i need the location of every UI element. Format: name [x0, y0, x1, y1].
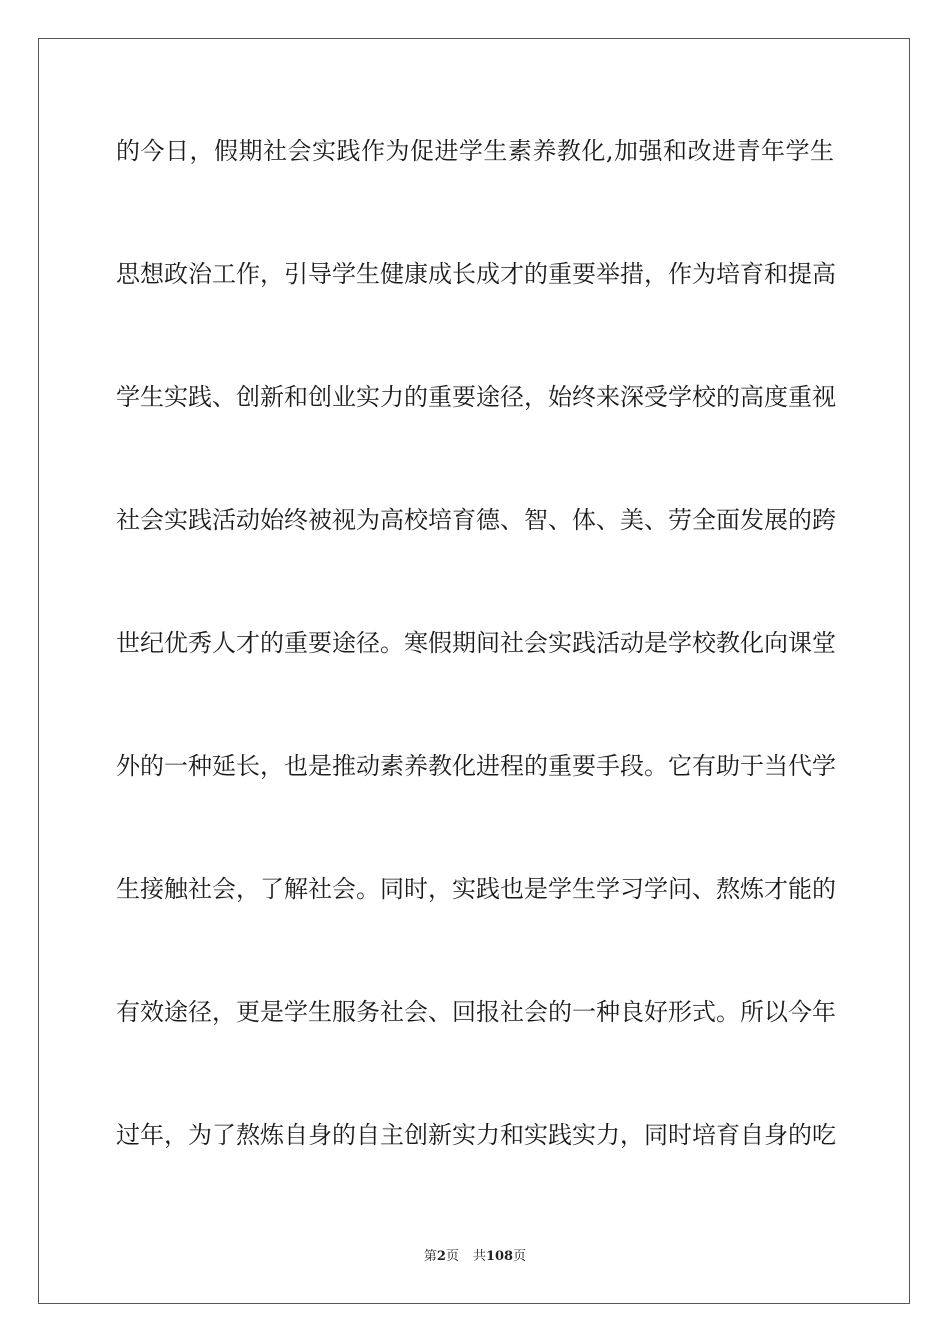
page-number: 2 [436, 1249, 446, 1264]
total-pages-indicator [473, 1249, 526, 1264]
body-line-8: 有效途径，更是学生服务社会、回报社会的一种良好形式。所以今年 [116, 998, 836, 1026]
total-prefix: 共 [472, 1249, 486, 1264]
page-footer [0, 1248, 950, 1266]
total-suffix: 页 [513, 1249, 527, 1264]
body-line-6: 外的一种延长，也是推动素养教化进程的重要手段。它有助于当代学 [116, 752, 836, 780]
body-line-7: 生接触社会，了解社会。同时，实践也是学生学习学问、熬炼才能的 [116, 875, 836, 903]
body-line-9: 过年，为了熬炼自身的自主创新实力和实践实力，同时培育自身的吃 [116, 1121, 836, 1149]
page-suffix: 页 [445, 1249, 459, 1264]
total-page-count: 108 [485, 1249, 514, 1264]
body-line-3: 学生实践、创新和创业实力的重要途径，始终来深受学校的高度重视 [116, 383, 836, 411]
body-line-4: 社会实践活动始终被视为高校培育德、智、体、美、劳全面发展的跨 [116, 506, 836, 534]
page-prefix: 第 [423, 1249, 437, 1264]
page-border [38, 38, 910, 1304]
page-indicator [424, 1249, 459, 1264]
body-line-1: 的今日，假期社会实践作为促进学生素养教化,加强和改进青年学生 [116, 137, 834, 165]
body-line-5: 世纪优秀人才的重要途径。寒假期间社会实践活动是学校教化向课堂 [116, 629, 836, 657]
body-line-2: 思想政治工作，引导学生健康成长成才的重要举措，作为培育和提高 [116, 260, 836, 288]
